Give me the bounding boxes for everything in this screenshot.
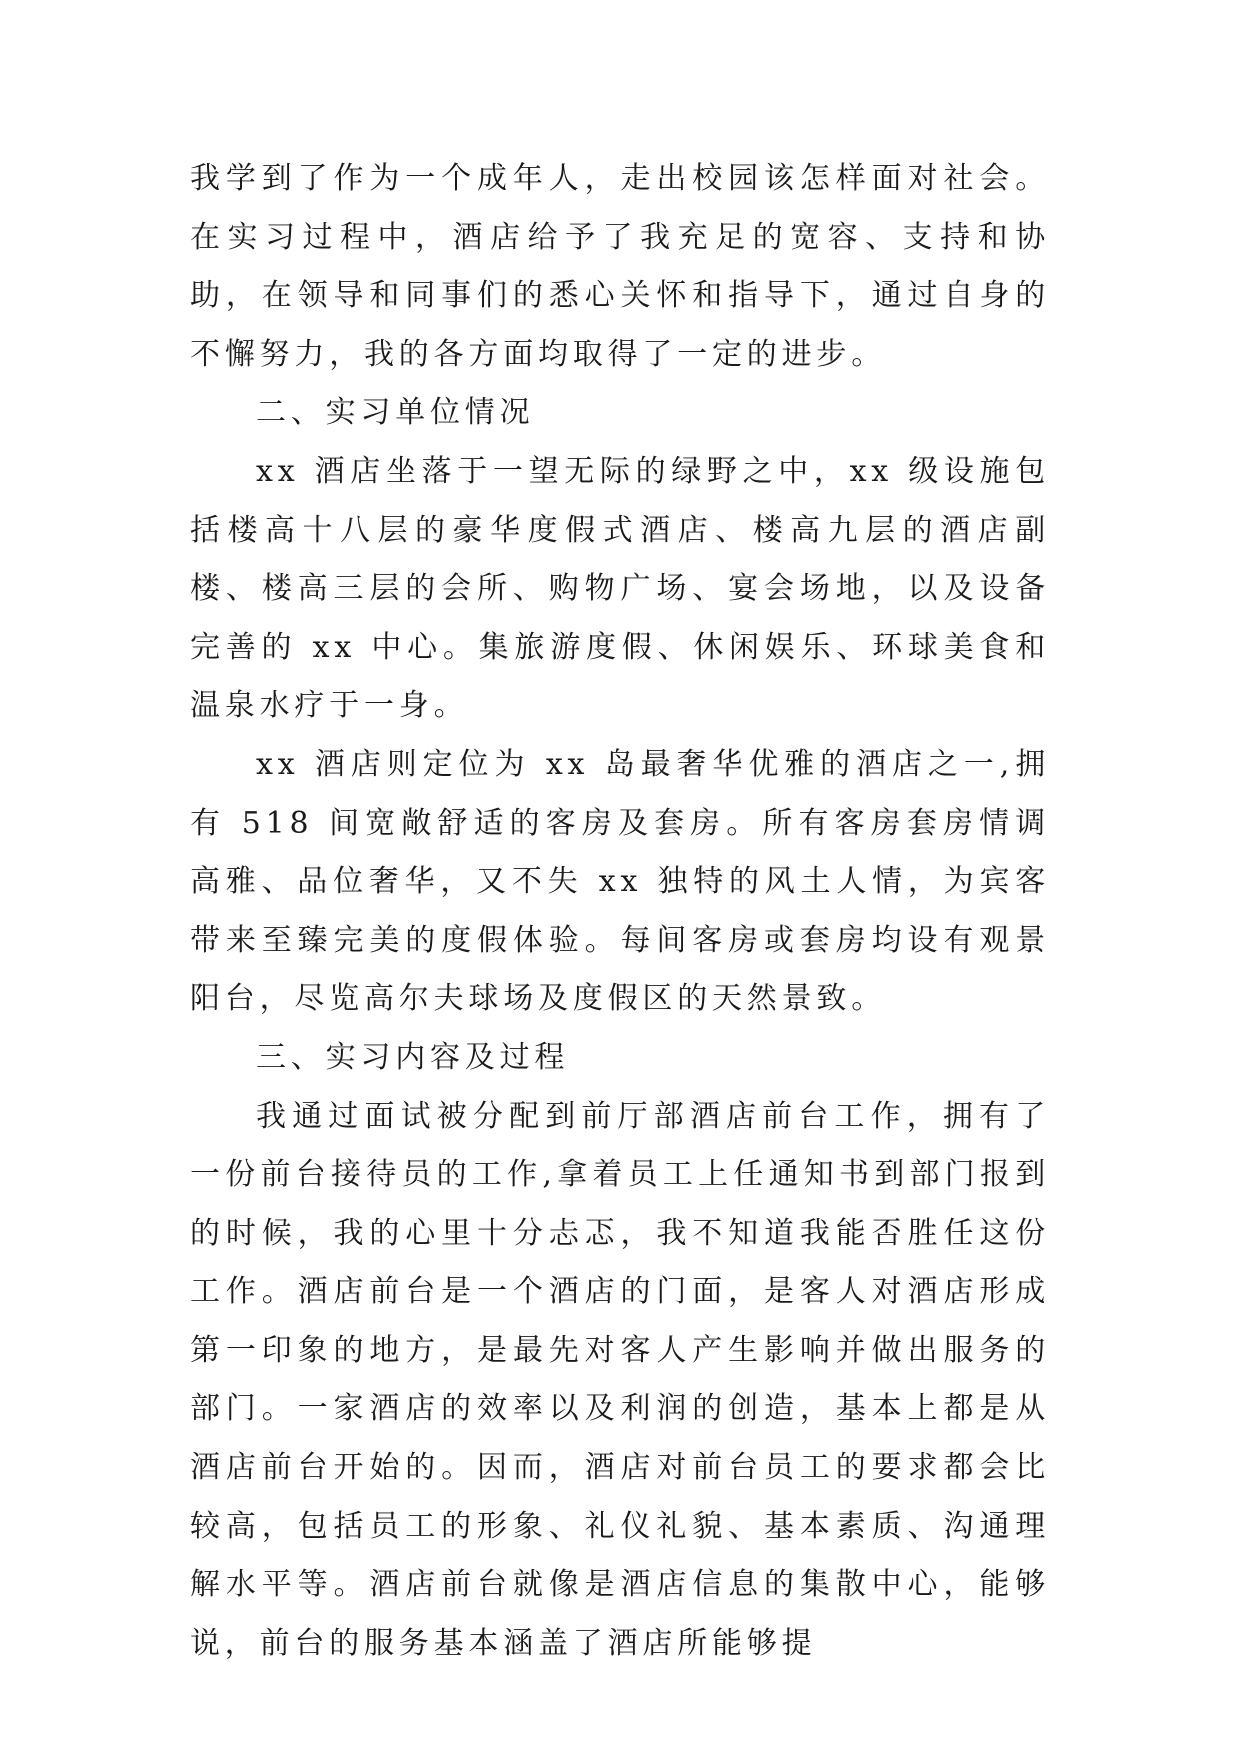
body-paragraph: xx 酒店则定位为 xx 岛最奢华优雅的酒店之一,拥有 518 间宽敞舒适的客房及套房。所有客房套房情调高雅、品位奢华，又不失 xx 独特的风土人情，为宾客带来至臻完美的度假体验。每间客房或套房均设有观景阳台，尽览高尔夫球场及度假区的天然景致。 [190, 746, 1050, 1017]
section-heading-internship-unit: 二、实习单位情况 [256, 395, 535, 431]
document-body [190, 150, 1050, 1673]
body-paragraph: 我学到了作为一个成年人，走出校园该怎样面对社会。在实习过程中，酒店给予了我充足的宽容、支持和协助，在领导和同事们的悉心关怀和指导下，通过自身的不懈努力，我的各方面均取得了一定的进步。 [190, 161, 1050, 372]
section-heading-internship-content: 三、实习内容及过程 [256, 1039, 570, 1075]
body-paragraph: 我通过面试被分配到前厅部酒店前台工作，拥有了一份前台接待员的工作,拿着员工上任通知书到部门报到的时候，我的心里十分忐忑，我不知道我能否胜任这份工作。酒店前台是一个酒店的门面，是客人对酒店形成第一印象的地方，是最先对客人产生影响并做出服务的部门。一家酒店的效率以及利润的创造，基本上都是从酒店前台开始的。因而，酒店对前台员工的要求都会比较高，包括员工的形象、礼仪礼貌、基本素质、沟通理解水平等。酒店前台就像是酒店信息的集散中心，能够说，前台的服务基本涵盖了酒店所能够提 [190, 1098, 1050, 1661]
body-paragraph: xx 酒店坐落于一望无际的绿野之中，xx 级设施包括楼高十八层的豪华度假式酒店、楼高九层的酒店副楼、楼高三层的会所、购物广场、宴会场地，以及设备完善的 xx 中心。集旅游度假、休闲娱乐、环球美食和温泉水疗于一身。 [190, 453, 1050, 724]
